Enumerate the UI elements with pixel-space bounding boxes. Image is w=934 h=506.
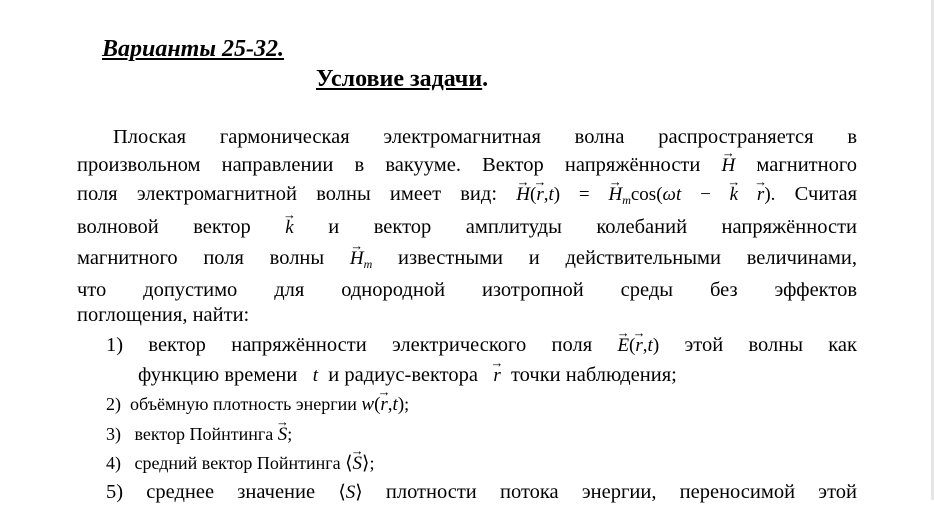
text-fragment: вектор Пойнтинга: [134, 424, 274, 444]
list-item-2: [106, 391, 857, 418]
formula-e-field: → E(→ r,t): [617, 335, 659, 356]
text-fragment: вектор напряжённости электрического поля: [148, 334, 593, 356]
list-item-number: 1): [106, 334, 124, 356]
m-subscript: m: [622, 193, 631, 207]
text-fragment: магнитного: [756, 154, 858, 176]
text-fragment: известными и действительными величинами,: [398, 247, 857, 269]
k-vector-symbol: → k: [730, 182, 738, 208]
text-fragment: поля электромагнитной волны имеет вид:: [77, 183, 498, 205]
r-vector-symbol: → r: [536, 182, 543, 208]
t-symbol: t: [647, 335, 653, 356]
list-item-5: [106, 479, 857, 506]
h-vector-symbol: → H: [350, 246, 364, 272]
s-vector-symbol: → S: [278, 422, 288, 448]
omega-symbol: ω: [662, 184, 676, 205]
k-vector-symbol: → k: [285, 215, 293, 241]
formula-mean-s-vector: ⟨→ S⟩: [345, 453, 369, 474]
text-fragment: точки наблюдения;: [510, 364, 677, 386]
formula-w: w(→ r,t): [361, 394, 404, 415]
text-fragment: и вектор амплитуды колебаний напряжённости: [328, 216, 857, 238]
text-fragment: этой волны как: [684, 334, 857, 356]
e-vector-symbol: → E: [617, 333, 629, 359]
condition-title: [316, 66, 488, 93]
cos-function: cos: [630, 184, 657, 205]
text-fragment: плотности потока энергии, переносимой этой: [385, 481, 857, 503]
formula-s-vector: [278, 424, 288, 445]
paragraph-line-7: поглощения, найти:: [77, 304, 250, 326]
formula-k-vector: [285, 217, 293, 238]
w-symbol: w: [361, 394, 375, 415]
list-item-3: [106, 421, 857, 448]
text-fragment: и радиус-вектора: [328, 364, 478, 386]
text-fragment: ;: [404, 394, 410, 414]
list-item-number: 3): [106, 424, 121, 444]
r-vector-symbol: → r: [493, 363, 500, 389]
formula-hm-vector: [350, 248, 372, 269]
formula-mean-s: ⟨S⟩: [338, 482, 363, 503]
h-vector-symbol: → H: [608, 182, 622, 208]
r-vector-symbol: → r: [635, 333, 642, 359]
condition-title-text: Условие задачи: [316, 66, 483, 92]
formula-t: t: [312, 365, 319, 386]
text-fragment: магнитного поля волны: [77, 247, 325, 269]
variants-heading: Варианты 25-32.: [102, 36, 284, 62]
paragraph-line-4: [77, 214, 857, 241]
paragraph-line-6: что допустимо для однородной изотропной среды без эффектов: [77, 279, 857, 301]
text-fragment: Считая: [794, 183, 858, 205]
paragraph-line-5: [77, 245, 857, 277]
t-symbol: t: [675, 184, 682, 205]
paragraph-line-1: Плоская гармоническая электромагнитная волна распространяется в: [113, 126, 857, 148]
condition-title-period: .: [482, 66, 489, 92]
list-item-number: 4): [106, 453, 121, 473]
formula-r-vector: [493, 365, 500, 386]
text-fragment: ;: [287, 424, 293, 444]
list-item-1-continuation: [138, 362, 857, 389]
text-fragment: средний вектор Пойнтинга: [134, 453, 341, 473]
text-fragment: объёмную плотность энергии: [130, 394, 357, 414]
r-vector-symbol: → r: [380, 392, 387, 418]
text-fragment: волновой вектор: [77, 216, 251, 238]
h-vector-symbol: → H: [722, 153, 736, 179]
list-item-1: [106, 332, 857, 359]
text-fragment: произвольном направлении в вакууме. Вектор напряжённости: [77, 154, 701, 176]
r-vector-symbol: → r: [757, 182, 764, 208]
list-item-number: 2): [106, 394, 121, 414]
t-symbol: t: [392, 394, 398, 415]
t-symbol: t: [548, 184, 554, 205]
formula-wave-equation: → H(→ r,t) = → $H_m\cos(\omega t$ − → k → r).: [516, 184, 775, 205]
s-symbol: S: [345, 482, 356, 503]
paragraph-line-3: [77, 181, 857, 213]
list-item-number: 5): [106, 481, 124, 503]
text-fragment: среднее значение: [146, 481, 316, 503]
s-vector-symbol: → S: [353, 451, 363, 477]
text-fragment: функцию времени: [138, 364, 298, 386]
list-item-4: [106, 450, 857, 477]
m-subscript: m: [363, 257, 373, 271]
text-fragment: ;: [369, 453, 375, 473]
h-vector-symbol: → H: [516, 182, 530, 208]
